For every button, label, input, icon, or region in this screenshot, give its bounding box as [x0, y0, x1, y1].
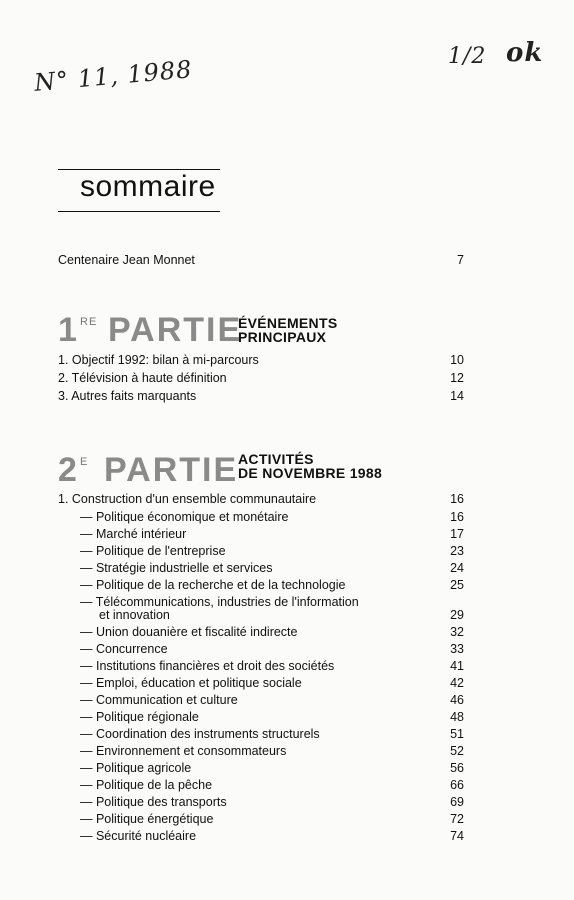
- toc-entry: — Stratégie industrielle et services: [80, 561, 273, 575]
- part1-ordinal: RE: [80, 316, 98, 328]
- handwritten-issue-note: N° 11, 1988: [33, 55, 194, 97]
- part1-subtitle-line2: PRINCIPAUX: [238, 329, 327, 345]
- part2-subtitle-line2: DE NOVEMBRE 1988: [238, 465, 383, 481]
- part2-word: PARTIE: [104, 451, 239, 489]
- toc-page-number: 51: [450, 727, 464, 741]
- toc-page-number: 25: [450, 578, 464, 592]
- title-bottom-rule: [58, 211, 220, 212]
- toc-entry: — Coordination des instruments structurels: [80, 727, 320, 741]
- toc-page-number: 17: [450, 527, 464, 541]
- toc-entry: — Emploi, éducation et politique sociale: [80, 676, 302, 690]
- toc-entry: — Politique économique et monétaire: [80, 510, 289, 524]
- part2-number: 2: [58, 451, 78, 489]
- toc-entry: 3. Autres faits marquants: [58, 389, 197, 403]
- toc-entry: — Concurrence: [80, 642, 168, 656]
- toc-entry: — Politique régionale: [80, 710, 199, 724]
- part2-ordinal: E: [80, 456, 89, 468]
- toc-page-number: 46: [450, 693, 464, 707]
- toc-entry: — Politique énergétique: [80, 812, 214, 826]
- part1-word: PARTIE: [108, 311, 243, 349]
- toc-entry: — Politique des transports: [80, 795, 227, 809]
- toc-page-centenaire: 7: [457, 253, 464, 267]
- toc-entry: — Politique de la pêche: [80, 778, 213, 792]
- toc-entry: — Sécurité nucléaire: [80, 829, 197, 843]
- handwritten-initials: ok: [506, 38, 544, 68]
- toc-entry-centenaire: Centenaire Jean Monnet: [58, 253, 195, 267]
- toc-page-number: 69: [450, 795, 464, 809]
- part2-subtitle-line1: ACTIVITÉS: [238, 451, 314, 467]
- toc-page-number: 23: [450, 544, 464, 558]
- toc-entry: 1. Objectif 1992: bilan à mi-parcours: [58, 353, 259, 367]
- toc-page-number: 74: [450, 829, 464, 843]
- toc-page-number: 56: [450, 761, 464, 775]
- toc-page-number: 48: [450, 710, 464, 724]
- toc-page-number: 42: [450, 676, 464, 690]
- toc-page-number: 12: [450, 371, 464, 385]
- part1-subtitle-line1: ÉVÉNEMENTS: [238, 315, 338, 331]
- toc-entry: — Politique agricole: [80, 761, 192, 775]
- toc-page-number: 10: [450, 353, 464, 367]
- toc-page-construction: 16: [450, 492, 464, 506]
- toc-page-number: 72: [450, 812, 464, 826]
- page-title: sommaire: [80, 170, 216, 203]
- toc-entry: — Institutions financières et droit des sociétés: [80, 659, 335, 673]
- toc-page-number: 41: [450, 659, 464, 673]
- toc-page-number: 14: [450, 389, 464, 403]
- handwritten-fraction-note: 1/2: [448, 44, 487, 69]
- toc-entry: — Environnement et consommateurs: [80, 744, 287, 758]
- toc-page-number: 33: [450, 642, 464, 656]
- toc-page-number: 66: [450, 778, 464, 792]
- toc-entry: — Union douanière et fiscalité indirecte: [80, 625, 298, 639]
- toc-entry: 2. Télévision à haute définition: [58, 371, 227, 385]
- toc-page-number: 29: [450, 608, 464, 622]
- toc-page-number: 16: [450, 510, 464, 524]
- toc-entry: — Télécommunications, industries de l'information: [80, 595, 359, 609]
- toc-entry-continuation: et innovation: [99, 608, 170, 622]
- toc-page-number: 24: [450, 561, 464, 575]
- toc-entry: — Politique de l'entreprise: [80, 544, 226, 558]
- toc-entry-construction: 1. Construction d'un ensemble communautaire: [58, 492, 317, 506]
- part1-number: 1: [58, 311, 78, 349]
- toc-entry: — Marché intérieur: [80, 527, 187, 541]
- toc-page-number: 32: [450, 625, 464, 639]
- toc-page-number: 52: [450, 744, 464, 758]
- toc-entry: — Communication et culture: [80, 693, 238, 707]
- toc-entry: — Politique de la recherche et de la technologie: [80, 578, 346, 592]
